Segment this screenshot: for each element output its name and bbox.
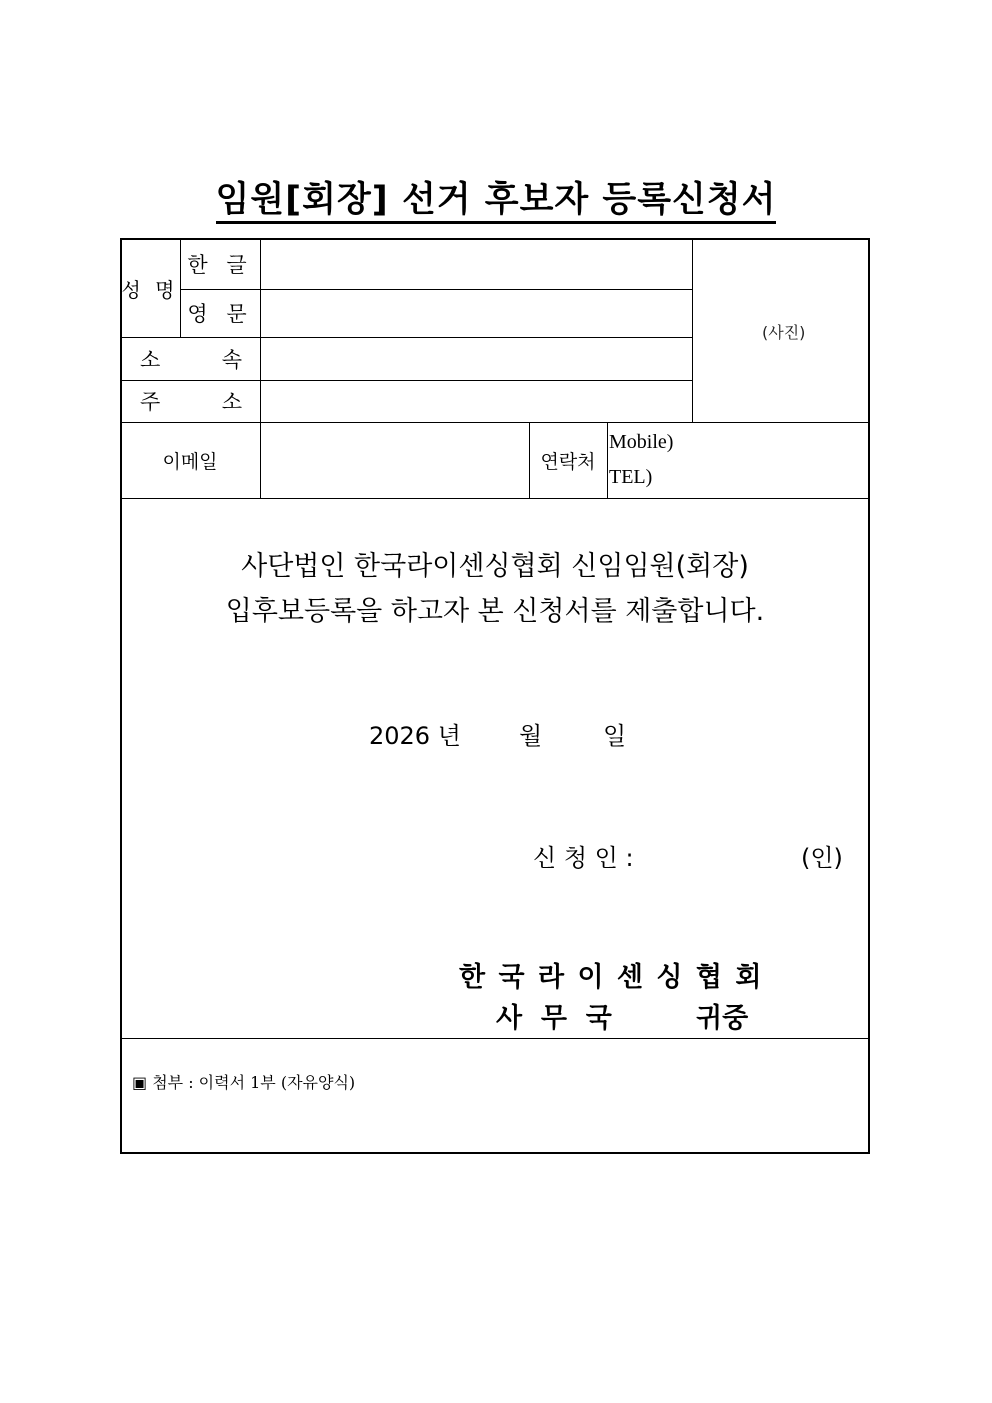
photo-placeholder: (사진)	[762, 323, 806, 342]
grid-line	[260, 238, 261, 498]
statement-line-1: 사단법인 한국라이센싱협회 신임임원(회장)	[241, 551, 749, 582]
seal-label: (인)	[801, 844, 843, 872]
mobile-label: Mobile)	[609, 431, 674, 453]
email-input[interactable]	[262, 424, 528, 497]
title-text: 임원[회장] 선거 후보자 등록신청서	[216, 180, 777, 224]
applicant-label: 신 청 인 :	[533, 844, 634, 872]
address-label-char-1: 주	[140, 390, 161, 414]
statement-line-2: 입후보등록을 하고자 본 신청서를 제출합니다.	[225, 596, 765, 627]
attachment-note: ▣ 첨부 : 이력서 1부 (자유양식)	[132, 1073, 356, 1092]
recipient: 귀중	[696, 1003, 749, 1034]
org-name: 한 국 라 이 센 싱 협 회	[459, 962, 764, 993]
affiliation-label-char-1: 소	[140, 347, 161, 372]
date-year: 2026 년	[369, 722, 461, 750]
org-office: 사 무 국	[496, 1003, 612, 1034]
photo-area[interactable]	[694, 240, 868, 421]
statement	[120, 544, 870, 634]
contact-label: 연락처	[540, 450, 596, 473]
affiliation-label	[140, 337, 242, 380]
grid-line	[120, 1038, 870, 1039]
name-english-input[interactable]	[262, 291, 690, 336]
grid-line	[120, 498, 870, 499]
affiliation-label-char-2: 속	[221, 347, 242, 372]
address-label	[140, 380, 242, 422]
name-label: 성 명	[121, 277, 179, 302]
tel-label: TEL)	[609, 466, 653, 488]
name-english-label: 영 문	[187, 302, 253, 326]
name-korean-input[interactable]	[262, 240, 690, 288]
address-input[interactable]	[262, 382, 690, 421]
email-label: 이메일	[162, 450, 218, 473]
name-korean-label: 한 글	[187, 252, 253, 277]
grid-line	[692, 238, 693, 423]
address-label-char-2: 소	[221, 390, 242, 414]
page-title	[0, 172, 992, 222]
date-month: 월	[519, 722, 543, 750]
affiliation-input[interactable]	[262, 339, 690, 379]
grid-line	[607, 422, 608, 498]
date-day: 일	[603, 722, 627, 750]
